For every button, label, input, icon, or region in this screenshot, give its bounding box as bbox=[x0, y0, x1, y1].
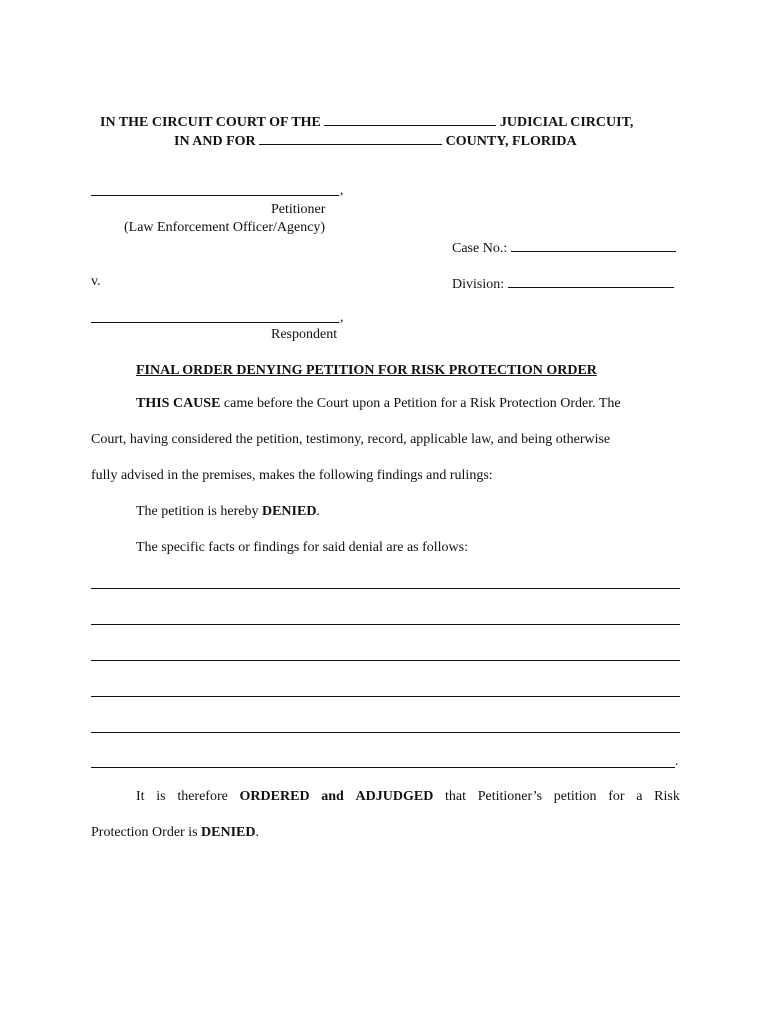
denied-suffix: . bbox=[316, 504, 320, 519]
petitioner-label: Petitioner bbox=[271, 202, 326, 217]
findings-end-period: . bbox=[675, 754, 679, 769]
ordered-bold-1: ORDERED bbox=[239, 789, 310, 804]
versus-text: v. bbox=[91, 274, 101, 289]
intro-line-1-rest: came before the Court upon a Petition for a Risk Protection Order. The bbox=[220, 396, 621, 411]
court-caption-line-2 bbox=[174, 131, 577, 150]
caption-line2-prefix: IN AND FOR bbox=[174, 134, 256, 149]
ordered-rest-5: a bbox=[636, 789, 643, 804]
denied-bold: DENIED bbox=[261, 504, 317, 519]
case-number-row bbox=[452, 238, 676, 257]
county-blank bbox=[259, 131, 442, 145]
respondent-comma: , bbox=[340, 310, 344, 325]
denied-statement bbox=[136, 504, 320, 520]
ordered-line-1 bbox=[136, 789, 680, 805]
ordered-rest-4: for bbox=[608, 789, 625, 804]
caption-line1-prefix: IN THE CIRCUIT COURT OF THE bbox=[100, 115, 321, 130]
intro-line-1 bbox=[136, 396, 621, 412]
findings-line[interactable] bbox=[91, 624, 680, 625]
judicial-circuit-blank bbox=[324, 112, 496, 126]
ordered-rest-2: Petitioner’s bbox=[477, 789, 543, 804]
court-caption-line-1 bbox=[100, 112, 633, 131]
denied-prefix: The petition is hereby bbox=[136, 504, 262, 519]
ordered-prefix-word-2: is bbox=[156, 789, 166, 804]
ordered-line2-bold: DENIED bbox=[201, 825, 256, 840]
findings-line[interactable] bbox=[91, 588, 680, 589]
findings-line[interactable] bbox=[91, 696, 680, 697]
ordered-prefix-word-3: therefore bbox=[177, 789, 228, 804]
petitioner-comma: , bbox=[340, 183, 344, 198]
respondent-name-line bbox=[91, 322, 339, 323]
ordered-line2-prefix: Protection Order is bbox=[91, 825, 202, 840]
findings-line[interactable] bbox=[91, 732, 680, 733]
findings-line[interactable] bbox=[91, 660, 680, 661]
caption-line2-suffix: COUNTY, FLORIDA bbox=[445, 134, 577, 149]
intro-line-2: Court, having considered the petition, testimony, record, applicable law, and being otherwise bbox=[91, 432, 611, 447]
division-label: Division: bbox=[452, 277, 505, 292]
case-number-label: Case No.: bbox=[452, 241, 508, 256]
ordered-bold-2: and bbox=[321, 789, 344, 804]
this-cause-bold: THIS CAUSE bbox=[136, 396, 221, 411]
division-row bbox=[452, 274, 674, 293]
ordered-line2-suffix: . bbox=[255, 825, 259, 840]
ordered-bold-3: ADJUDGED bbox=[355, 789, 434, 804]
ordered-rest-3: petition bbox=[553, 789, 597, 804]
respondent-label: Respondent bbox=[271, 327, 338, 342]
case-number-field[interactable] bbox=[511, 238, 676, 252]
division-field[interactable] bbox=[508, 274, 674, 288]
caption-line1-suffix: JUDICIAL CIRCUIT, bbox=[499, 115, 634, 130]
ordered-line-2 bbox=[91, 825, 259, 841]
findings-intro: The specific facts or findings for said denial are as follows: bbox=[136, 540, 469, 555]
petitioner-sublabel: (Law Enforcement Officer/Agency) bbox=[124, 220, 326, 235]
petitioner-name-line bbox=[91, 195, 339, 196]
order-title: FINAL ORDER DENYING PETITION FOR RISK PROTECTION ORDER bbox=[136, 363, 597, 378]
intro-line-3: fully advised in the premises, makes the following findings and rulings: bbox=[91, 468, 493, 483]
findings-line[interactable] bbox=[91, 767, 675, 768]
ordered-rest-1: that bbox=[445, 789, 467, 804]
ordered-prefix-word-1: It bbox=[136, 789, 145, 804]
ordered-rest-6: Risk bbox=[654, 789, 680, 804]
